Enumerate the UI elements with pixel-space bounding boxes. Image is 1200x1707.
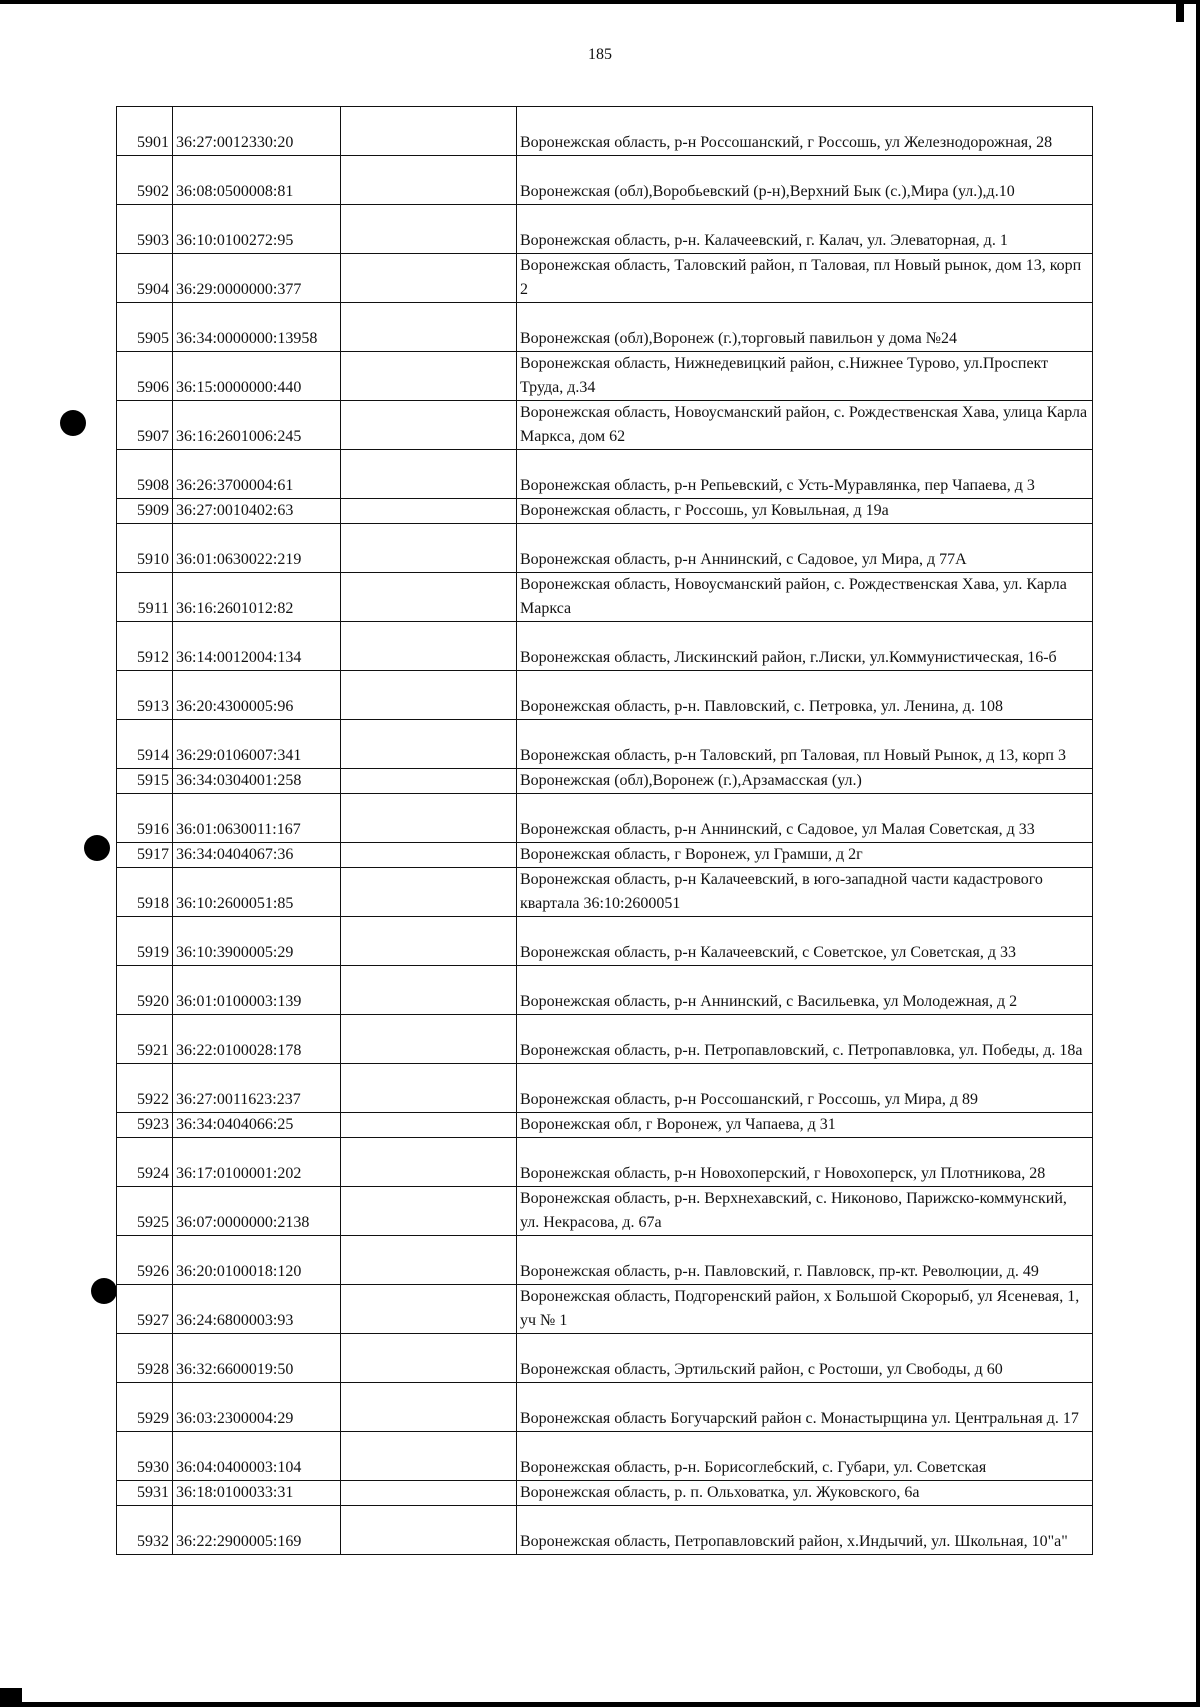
address-cell: Воронежская область, Новоусманский район, с. Рождественская Хава, ул. Карла Маркса: [517, 573, 1093, 622]
address-cell: Воронежская область, р-н Репьевский, с Усть-Муравлянка, пер Чапаева, д 3: [517, 450, 1093, 499]
empty-cell: [341, 622, 517, 671]
address-cell: Воронежская область, р-н. Верхнехавский, с. Никоново, Парижско-коммунский, ул. Некрасова, д. 67а: [517, 1187, 1093, 1236]
row-number: 5901: [117, 107, 173, 156]
table-row: [117, 254, 1093, 303]
empty-cell: [341, 769, 517, 794]
row-number: 5920: [117, 966, 173, 1015]
scan-corner-mark-top: [1176, 0, 1184, 22]
empty-cell: [341, 254, 517, 303]
row-number: 5910: [117, 524, 173, 573]
empty-cell: [341, 1064, 517, 1113]
cadastral-number: 36:26:3700004:61: [173, 450, 341, 499]
empty-cell: [341, 1334, 517, 1383]
empty-cell: [341, 671, 517, 720]
empty-cell: [341, 450, 517, 499]
table-row: [117, 1334, 1093, 1383]
punch-hole-3: [91, 1278, 117, 1304]
row-number: 5919: [117, 917, 173, 966]
cadastral-number: 36:14:0012004:134: [173, 622, 341, 671]
address-cell: Воронежская (обл),Воронеж (г.),торговый павильон у дома №24: [517, 303, 1093, 352]
table-row: [117, 794, 1093, 843]
row-number: 5907: [117, 401, 173, 450]
table-row: [117, 1506, 1093, 1555]
address-cell: Воронежская область, р-н Аннинский, с Садовое, ул Мира, д 77А: [517, 524, 1093, 573]
table-row: [117, 573, 1093, 622]
row-number: 5927: [117, 1285, 173, 1334]
table-row: [117, 622, 1093, 671]
table-row: [117, 303, 1093, 352]
table-row: [117, 1187, 1093, 1236]
empty-cell: [341, 1432, 517, 1481]
table-row: [117, 107, 1093, 156]
row-number: 5932: [117, 1506, 173, 1555]
scan-border-top: [0, 0, 1200, 4]
cadastral-number: 36:15:0000000:440: [173, 352, 341, 401]
address-cell: Воронежская область, р-н Аннинский, с Садовое, ул Малая Советская, д 33: [517, 794, 1093, 843]
address-cell: Воронежская область, Новоусманский район, с. Рождественская Хава, улица Карла Маркса, дом 62: [517, 401, 1093, 450]
punch-hole-2: [84, 835, 110, 861]
table-row: [117, 1236, 1093, 1285]
cadastral-number: 36:10:0100272:95: [173, 205, 341, 254]
address-cell: Воронежская область, р-н Россошанский, г Россошь, ул Мира, д 89: [517, 1064, 1093, 1113]
registry-table: [116, 106, 1093, 1555]
cadastral-number: 36:22:2900005:169: [173, 1506, 341, 1555]
cadastral-number: 36:01:0100003:139: [173, 966, 341, 1015]
table-row: [117, 352, 1093, 401]
empty-cell: [341, 1015, 517, 1064]
empty-cell: [341, 303, 517, 352]
cadastral-number: 36:32:6600019:50: [173, 1334, 341, 1383]
table-row: [117, 671, 1093, 720]
punch-hole-1: [60, 410, 86, 436]
table-row: [117, 499, 1093, 524]
row-number: 5918: [117, 868, 173, 917]
row-number: 5908: [117, 450, 173, 499]
empty-cell: [341, 720, 517, 769]
empty-cell: [341, 205, 517, 254]
empty-cell: [341, 917, 517, 966]
row-number: 5913: [117, 671, 173, 720]
address-cell: Воронежская область, г Воронеж, ул Грамши, д 2г: [517, 843, 1093, 868]
empty-cell: [341, 843, 517, 868]
address-cell: Воронежская область, Эртильский район, с Ростоши, ул Свободы, д 60: [517, 1334, 1093, 1383]
cadastral-number: 36:07:0000000:2138: [173, 1187, 341, 1236]
row-number: 5905: [117, 303, 173, 352]
row-number: 5931: [117, 1481, 173, 1506]
table-row: [117, 156, 1093, 205]
row-number: 5922: [117, 1064, 173, 1113]
row-number: 5923: [117, 1113, 173, 1138]
row-number: 5915: [117, 769, 173, 794]
registry-table-body: [117, 107, 1093, 1555]
empty-cell: [341, 1113, 517, 1138]
row-number: 5912: [117, 622, 173, 671]
cadastral-number: 36:17:0100001:202: [173, 1138, 341, 1187]
address-cell: Воронежская область, Лискинский район, г.Лиски, ул.Коммунистическая, 16-б: [517, 622, 1093, 671]
scan-border-bottom: [0, 1702, 1200, 1707]
address-cell: Воронежская область, Петропавловский район, х.Индычий, ул. Школьная, 10"а": [517, 1506, 1093, 1555]
table-row: [117, 868, 1093, 917]
row-number: 5902: [117, 156, 173, 205]
table-row: [117, 524, 1093, 573]
table-row: [117, 1481, 1093, 1506]
table-row: [117, 843, 1093, 868]
table-row: [117, 917, 1093, 966]
cadastral-number: 36:08:0500008:81: [173, 156, 341, 205]
cadastral-number: 36:34:0000000:13958: [173, 303, 341, 352]
scan-corner-mark-bottom: [0, 1688, 22, 1707]
table-row: [117, 769, 1093, 794]
table-row: [117, 1138, 1093, 1187]
empty-cell: [341, 966, 517, 1015]
cadastral-number: 36:01:0630022:219: [173, 524, 341, 573]
row-number: 5914: [117, 720, 173, 769]
empty-cell: [341, 401, 517, 450]
row-number: 5906: [117, 352, 173, 401]
cadastral-number: 36:04:0400003:104: [173, 1432, 341, 1481]
cadastral-number: 36:10:3900005:29: [173, 917, 341, 966]
cadastral-number: 36:29:0106007:341: [173, 720, 341, 769]
address-cell: Воронежская область, р-н. Борисоглебский, с. Губари, ул. Советская: [517, 1432, 1093, 1481]
empty-cell: [341, 573, 517, 622]
cadastral-number: 36:34:0304001:258: [173, 769, 341, 794]
empty-cell: [341, 1236, 517, 1285]
address-cell: Воронежская (обл),Воронеж (г.),Арзамасская (ул.): [517, 769, 1093, 794]
row-number: 5909: [117, 499, 173, 524]
row-number: 5903: [117, 205, 173, 254]
address-cell: Воронежская область, р-н Калачеевский, в юго-западной части кадастрового квартала 36:10:2600051: [517, 868, 1093, 917]
row-number: 5904: [117, 254, 173, 303]
empty-cell: [341, 499, 517, 524]
empty-cell: [341, 1383, 517, 1432]
empty-cell: [341, 1481, 517, 1506]
empty-cell: [341, 794, 517, 843]
address-cell: Воронежская область, г Россошь, ул Ковыльная, д 19а: [517, 499, 1093, 524]
cadastral-number: 36:24:6800003:93: [173, 1285, 341, 1334]
row-number: 5926: [117, 1236, 173, 1285]
table-row: [117, 1285, 1093, 1334]
row-number: 5929: [117, 1383, 173, 1432]
table-row: [117, 1015, 1093, 1064]
row-number: 5917: [117, 843, 173, 868]
empty-cell: [341, 524, 517, 573]
table-row: [117, 1383, 1093, 1432]
address-cell: Воронежская область, р-н Россошанский, г Россошь, ул Железнодорожная, 28: [517, 107, 1093, 156]
cadastral-number: 36:29:0000000:377: [173, 254, 341, 303]
cadastral-number: 36:18:0100033:31: [173, 1481, 341, 1506]
empty-cell: [341, 1187, 517, 1236]
cadastral-number: 36:16:2601012:82: [173, 573, 341, 622]
empty-cell: [341, 352, 517, 401]
cadastral-number: 36:16:2601006:245: [173, 401, 341, 450]
table-row: [117, 966, 1093, 1015]
row-number: 5916: [117, 794, 173, 843]
cadastral-number: 36:22:0100028:178: [173, 1015, 341, 1064]
address-cell: Воронежская область, р-н. Петропавловский, с. Петропавловка, ул. Победы, д. 18а: [517, 1015, 1093, 1064]
empty-cell: [341, 1506, 517, 1555]
table-row: [117, 1113, 1093, 1138]
cadastral-number: 36:20:0100018:120: [173, 1236, 341, 1285]
address-cell: Воронежская область, р-н Таловский, рп Таловая, пл Новый Рынок, д 13, корп 3: [517, 720, 1093, 769]
empty-cell: [341, 156, 517, 205]
cadastral-number: 36:20:4300005:96: [173, 671, 341, 720]
row-number: 5924: [117, 1138, 173, 1187]
address-cell: Воронежская область, р. п. Ольховатка, ул. Жуковского, 6а: [517, 1481, 1093, 1506]
address-cell: Воронежская (обл),Воробьевский (р-н),Верхний Бык (с.),Мира (ул.),д.10: [517, 156, 1093, 205]
cadastral-number: 36:27:0011623:237: [173, 1064, 341, 1113]
page-number: 185: [588, 46, 612, 63]
row-number: 5921: [117, 1015, 173, 1064]
address-cell: Воронежская область, р-н Новохоперский, г Новохоперск, ул Плотникова, 28: [517, 1138, 1093, 1187]
address-cell: Воронежская область, Таловский район, п Таловая, пл Новый рынок, дом 13, корп 2: [517, 254, 1093, 303]
empty-cell: [341, 868, 517, 917]
empty-cell: [341, 1138, 517, 1187]
table-row: [117, 720, 1093, 769]
cadastral-number: 36:03:2300004:29: [173, 1383, 341, 1432]
address-cell: Воронежская область, Нижнедевицкий район, с.Нижнее Турово, ул.Проспект Труда, д.34: [517, 352, 1093, 401]
cadastral-number: 36:27:0012330:20: [173, 107, 341, 156]
cadastral-number: 36:34:0404066:25: [173, 1113, 341, 1138]
table-row: [117, 205, 1093, 254]
address-cell: Воронежская область, Подгоренский район, х Большой Скорорыб, ул Ясеневая, 1, уч № 1: [517, 1285, 1093, 1334]
table-row: [117, 450, 1093, 499]
address-cell: Воронежская область Богучарский район с. Монастырщина ул. Центральная д. 17: [517, 1383, 1093, 1432]
address-cell: Воронежская область, р-н Аннинский, с Васильевка, ул Молодежная, д 2: [517, 966, 1093, 1015]
table-row: [117, 401, 1093, 450]
scan-border-right: [1196, 0, 1200, 1707]
row-number: 5925: [117, 1187, 173, 1236]
empty-cell: [341, 107, 517, 156]
address-cell: Воронежская обл, г Воронеж, ул Чапаева, д 31: [517, 1113, 1093, 1138]
cadastral-number: 36:10:2600051:85: [173, 868, 341, 917]
address-cell: Воронежская область, р-н. Павловский, г. Павловск, пр-кт. Революции, д. 49: [517, 1236, 1093, 1285]
cadastral-number: 36:34:0404067:36: [173, 843, 341, 868]
address-cell: Воронежская область, р-н. Калачеевский, г. Калач, ул. Элеваторная, д. 1: [517, 205, 1093, 254]
row-number: 5928: [117, 1334, 173, 1383]
table-row: [117, 1064, 1093, 1113]
row-number: 5930: [117, 1432, 173, 1481]
address-cell: Воронежская область, р-н. Павловский, с. Петровка, ул. Ленина, д. 108: [517, 671, 1093, 720]
row-number: 5911: [117, 573, 173, 622]
cadastral-number: 36:01:0630011:167: [173, 794, 341, 843]
cadastral-number: 36:27:0010402:63: [173, 499, 341, 524]
empty-cell: [341, 1285, 517, 1334]
table-row: [117, 1432, 1093, 1481]
address-cell: Воронежская область, р-н Калачеевский, с Советское, ул Советская, д 33: [517, 917, 1093, 966]
